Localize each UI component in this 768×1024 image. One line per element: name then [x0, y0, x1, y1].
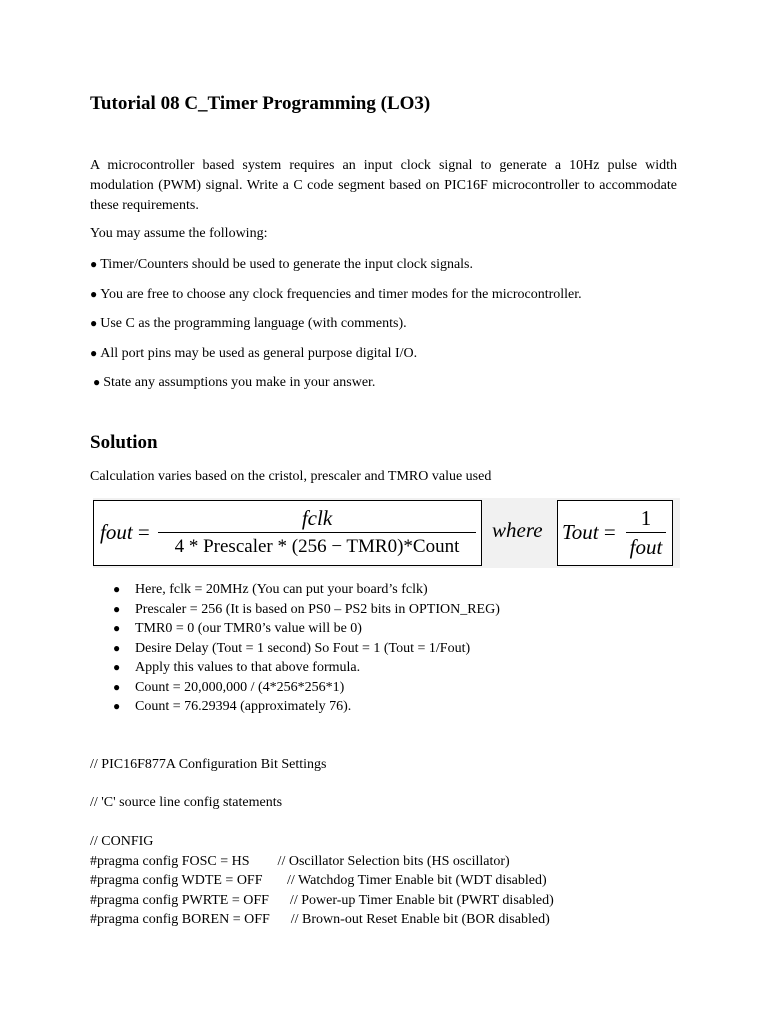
- formula-fraction2: [626, 504, 666, 561]
- formula-fraction: [158, 504, 476, 561]
- document-title: Tutorial 08 C_Timer Programming (LO3): [90, 93, 431, 114]
- formula-lhs2: Tout =: [562, 520, 616, 544]
- bullet-icon: ●: [90, 286, 98, 301]
- solution-heading: Solution: [90, 432, 158, 453]
- bullet-icon: ●: [113, 699, 121, 713]
- bullet-icon: ●: [113, 640, 121, 655]
- fout-formula-box: [93, 500, 482, 566]
- formula-numerator: fclk: [301, 506, 333, 530]
- calc-text: Calculation varies based on the cristol, prescaler and TMRO value used: [90, 469, 492, 484]
- bullet-icon: ●: [90, 345, 98, 360]
- bullet-icon: ●: [113, 601, 121, 616]
- bullet-icon: ●: [90, 316, 98, 330]
- list-item: ● Apply this values to that above formula.: [90, 658, 500, 678]
- code-config-block: // CONFIG #pragma config FOSC = HS // Oscillator Selection bits (HS oscillator) #pragma config WDTE = OFF // Watchdog Timer Enable bit (WDT disabled) #pragma config PWRTE = OFF // Power-up Timer Enable bit (PWRT disabled) #pragma config BOREN = OFF // Brown-out Reset Enable bit (BOR disabled): [90, 834, 554, 927]
- assumption-list: [90, 254, 582, 402]
- bullet-icon: ●: [113, 660, 121, 674]
- list-item: ● Timer/Counters should be used to generate the input clock signals.: [90, 257, 474, 272]
- tout-formula-box: [557, 500, 673, 566]
- calculation-list: [90, 580, 500, 717]
- list-item: ● TMR0 = 0 (our TMR0’s value will be 0): [90, 619, 500, 639]
- formula-denominator: 4 * Prescaler * (256 − TMR0)*Count: [174, 536, 460, 557]
- list-item: ● Count = 76.29394 (approximately 76).: [90, 697, 500, 717]
- formula-denominator2: fout: [629, 535, 663, 559]
- list-item: ● You are free to choose any clock frequencies and timer modes for the microcontroller.: [90, 286, 582, 302]
- list-item: ● All port pins may be used as general purpose digital I/O.: [90, 345, 418, 361]
- list-item: ● State any assumptions you make in your answer.: [93, 375, 376, 390]
- bullet-icon: ●: [90, 257, 98, 271]
- list-item: ● Use C as the programming language (with comments).: [90, 316, 407, 331]
- bullet-icon: ●: [113, 679, 121, 694]
- code-comment-source: // 'C' source line config statements: [90, 795, 283, 810]
- formula-image: [93, 498, 680, 568]
- formula-where: where: [492, 518, 543, 542]
- list-item: ● Here, fclk = 20MHz (You can put your board’s fclk): [90, 580, 500, 600]
- code-comment-config: // PIC16F877A Configuration Bit Settings: [90, 757, 327, 772]
- bullet-icon: ●: [113, 582, 121, 596]
- list-item: ● Desire Delay (Tout = 1 second) So Fout = 1 (Tout = 1/Fout): [90, 639, 500, 659]
- bullet-icon: ●: [93, 375, 101, 389]
- formula-lhs: fout =: [100, 520, 150, 544]
- problem-statement: A microcontroller based system requires an input clock signal to generate a 10Hz pulse width modulation (PWM) signal. Write a C code segment based on PIC16F microcontroller to accommodate these requirements.: [90, 158, 677, 213]
- list-item: ● Prescaler = 256 (It is based on PS0 – PS2 bits in OPTION_REG): [90, 600, 500, 620]
- list-item: ● Count = 20,000,000 / (4*256*256*1): [90, 678, 500, 698]
- assumption-intro: You may assume the following:: [90, 226, 268, 241]
- bullet-icon: ●: [113, 621, 121, 635]
- formula-numerator2: 1: [640, 506, 652, 530]
